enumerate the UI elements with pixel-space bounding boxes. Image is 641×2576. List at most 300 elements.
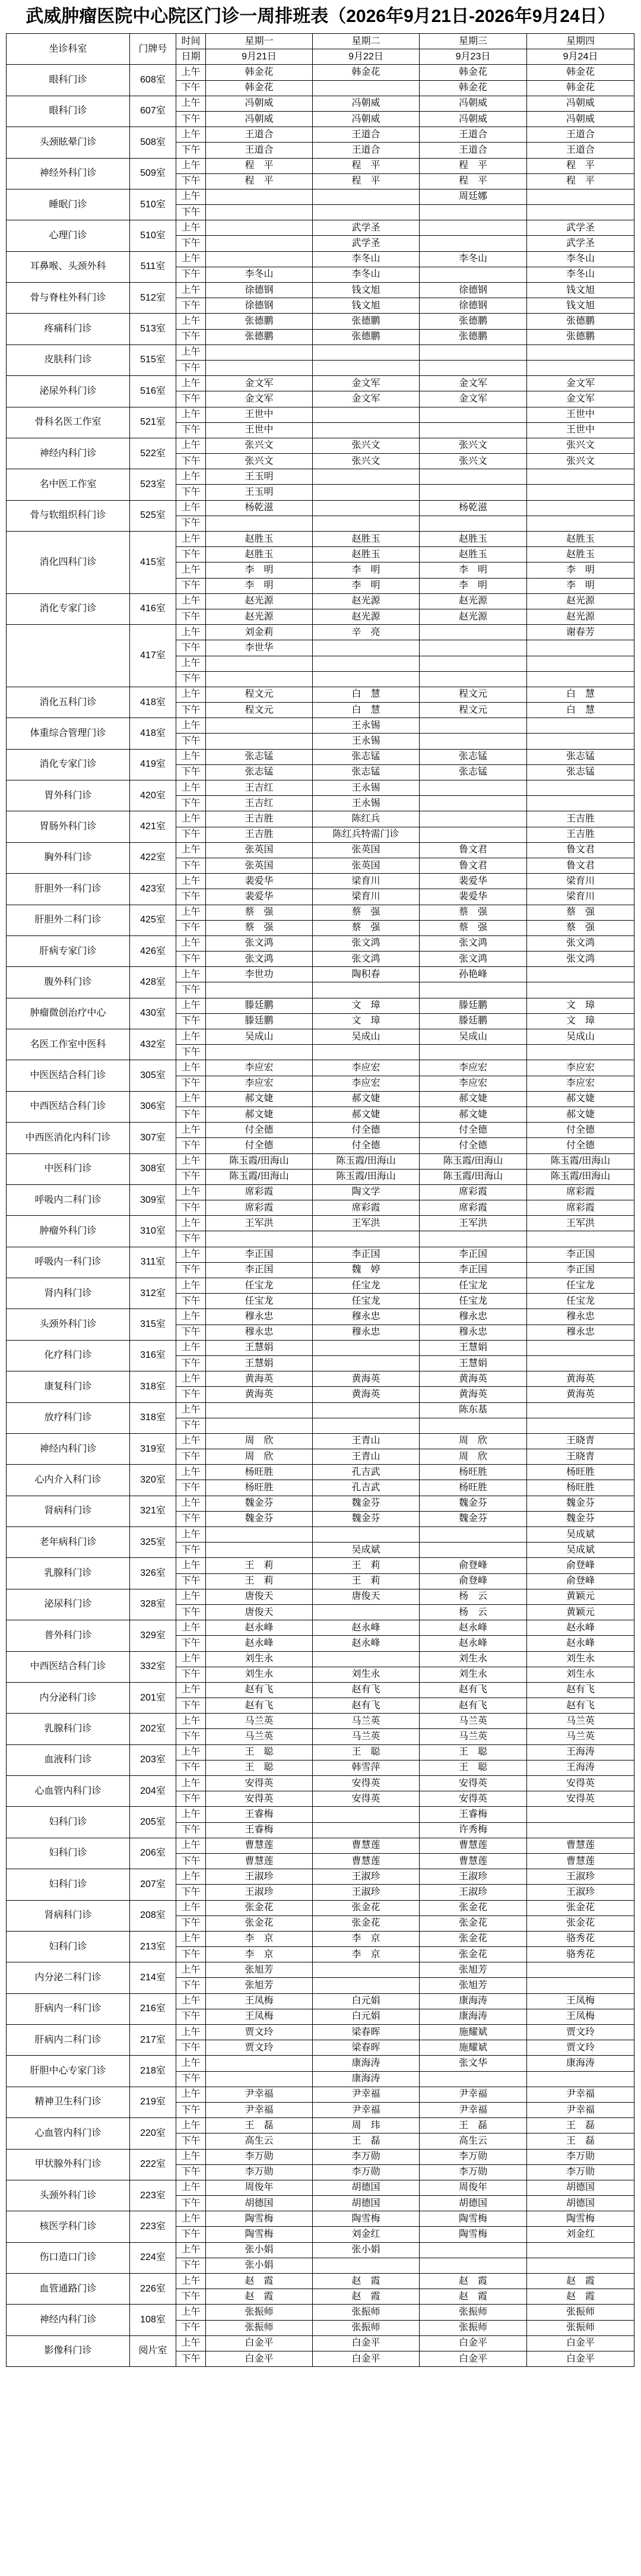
doctor-cell: 白金平 — [527, 2335, 634, 2351]
dept-name: 呼吸内一科门诊 — [7, 1247, 130, 1278]
doctor-cell: 曹慧莲 — [527, 1838, 634, 1853]
doctor-cell — [206, 656, 313, 671]
doctor-cell — [313, 422, 420, 438]
doctor-cell: 张德鹏 — [206, 314, 313, 329]
doctor-cell: 王淑珍 — [206, 1885, 313, 1900]
doctor-cell: 王世中 — [206, 407, 313, 422]
doctor-cell — [206, 516, 313, 531]
doctor-cell: 王 磊 — [313, 2134, 420, 2149]
doctor-cell: 康海涛 — [313, 2056, 420, 2071]
doctor-cell: 曹慧莲 — [313, 1838, 420, 1853]
doctor-cell — [313, 1651, 420, 1667]
dept-name: 中医科门诊 — [7, 1153, 130, 1184]
doctor-cell: 李正国 — [313, 1247, 420, 1262]
session-label: 下午 — [176, 2102, 206, 2117]
session-label: 上午 — [176, 1278, 206, 1294]
doctor-cell: 张旭芳 — [206, 1978, 313, 1993]
doctor-cell — [420, 236, 527, 251]
doctor-cell: 李 明 — [420, 562, 527, 578]
doctor-cell: 赵 霞 — [206, 2274, 313, 2289]
doctor-cell: 李世功 — [206, 967, 313, 982]
doctor-cell: 康海涛 — [420, 1993, 527, 2009]
session-label: 下午 — [176, 1698, 206, 1714]
session-label: 下午 — [176, 920, 206, 935]
doctor-cell: 陈玉霞/田海山 — [206, 1153, 313, 1169]
session-label: 下午 — [176, 1076, 206, 1091]
doctor-cell: 马兰英 — [313, 1714, 420, 1729]
session-label: 上午 — [176, 1496, 206, 1511]
dept-name: 血液科门诊 — [7, 1744, 130, 1775]
doctor-cell — [206, 344, 313, 360]
room-number: 207室 — [130, 1869, 176, 1900]
doctor-cell: 付全德 — [206, 1138, 313, 1153]
doctor-cell: 赵胜玉 — [206, 547, 313, 562]
doctor-cell: 张文鸿 — [313, 952, 420, 967]
session-label: 上午 — [176, 1558, 206, 1573]
doctor-cell: 王晓青 — [527, 1449, 634, 1465]
session-label: 下午 — [176, 671, 206, 687]
doctor-cell: 李应宏 — [527, 1076, 634, 1091]
doctor-cell: 魏 婷 — [313, 1262, 420, 1278]
doctor-cell: 张兴文 — [206, 454, 313, 469]
session-label: 上午 — [176, 1838, 206, 1853]
doctor-cell: 李正国 — [420, 1247, 527, 1262]
doctor-cell: 施耀斌 — [420, 2025, 527, 2040]
doctor-cell — [313, 1231, 420, 1247]
session-label: 上午 — [176, 532, 206, 547]
doctor-cell — [420, 1231, 527, 1247]
page-title: 武威肿瘤医院中心院区门诊一周排班表（2026年9月21日-2026年9月24日） — [26, 7, 615, 26]
table-row — [7, 1247, 634, 1262]
room-number: 220室 — [130, 2118, 176, 2149]
room-number: 310室 — [130, 1216, 176, 1247]
dept-name: 妇科门诊 — [7, 1869, 130, 1900]
doctor-cell — [527, 485, 634, 500]
dept-name: 肿瘤微创治疗中心 — [7, 998, 130, 1029]
room-number: 430室 — [130, 998, 176, 1029]
doctor-cell: 张兴文 — [206, 438, 313, 453]
doctor-cell — [206, 1418, 313, 1433]
doctor-cell — [313, 344, 420, 360]
doctor-cell: 张旭芳 — [420, 1978, 527, 1993]
table-row — [7, 500, 634, 516]
table-row — [7, 1651, 634, 1667]
doctor-cell: 李世华 — [206, 640, 313, 656]
doctor-cell: 胡德国 — [313, 2196, 420, 2211]
doctor-cell: 程 平 — [313, 173, 420, 189]
doctor-cell: 辛 亮 — [313, 625, 420, 640]
doctor-cell: 陈玉霞/田海山 — [206, 1169, 313, 1184]
session-label: 上午 — [176, 127, 206, 143]
table-row — [7, 935, 634, 951]
session-label: 下午 — [176, 1045, 206, 1060]
doctor-cell: 李 京 — [313, 1947, 420, 1962]
session-label: 上午 — [176, 407, 206, 422]
doctor-cell: 张小娟 — [206, 2258, 313, 2273]
doctor-cell: 赵光源 — [527, 609, 634, 624]
doctor-cell: 陶雪梅 — [313, 2211, 420, 2227]
session-label: 下午 — [176, 1543, 206, 1558]
table-row — [7, 1869, 634, 1885]
doctor-cell — [313, 1045, 420, 1060]
doctor-cell: 张小娟 — [206, 2242, 313, 2258]
doctor-cell: 刘生永 — [527, 1651, 634, 1667]
doctor-cell: 赵有飞 — [313, 1682, 420, 1698]
session-label: 下午 — [176, 1885, 206, 1900]
session-label: 下午 — [176, 796, 206, 811]
doctor-cell: 张英国 — [206, 842, 313, 858]
doctor-cell — [313, 189, 420, 204]
table-row — [7, 1216, 634, 1231]
doctor-cell: 张英国 — [206, 858, 313, 873]
session-label: 下午 — [176, 703, 206, 718]
room-number: 305室 — [130, 1060, 176, 1091]
session-label: 下午 — [176, 858, 206, 873]
doctor-cell: 陶雪梅 — [420, 2227, 527, 2242]
doctor-cell: 黄海英 — [527, 1387, 634, 1402]
doctor-cell: 王军洪 — [420, 1216, 527, 1231]
session-label: 上午 — [176, 2056, 206, 2071]
doctor-cell: 张文鸿 — [206, 935, 313, 951]
doctor-cell — [313, 485, 420, 500]
room-number: 416室 — [130, 593, 176, 624]
doctor-cell — [420, 2242, 527, 2258]
doctor-cell: 赵光源 — [206, 593, 313, 609]
room-number: 208室 — [130, 1900, 176, 1931]
doctor-cell: 马兰英 — [206, 1714, 313, 1729]
doctor-cell: 付全德 — [206, 1123, 313, 1138]
doctor-cell: 骆秀花 — [527, 1947, 634, 1962]
session-label: 上午 — [176, 2274, 206, 2289]
doctor-cell: 安得英 — [420, 1776, 527, 1791]
doctor-cell: 魏金芬 — [527, 1511, 634, 1526]
table-row — [7, 1931, 634, 1946]
table-row — [7, 1682, 634, 1698]
doctor-cell: 冯朝威 — [206, 96, 313, 111]
doctor-cell: 穆永忠 — [313, 1309, 420, 1325]
table-row — [7, 2211, 634, 2227]
doctor-cell: 贾文玲 — [206, 2025, 313, 2040]
dept-name: 伤口造口门诊 — [7, 2242, 130, 2273]
session-label: 下午 — [176, 1636, 206, 1651]
table-row — [7, 469, 634, 485]
session-label: 下午 — [176, 1480, 206, 1496]
doctor-cell: 张英国 — [313, 858, 420, 873]
doctor-cell: 贾文玲 — [206, 2040, 313, 2056]
dept-name: 肿瘤外科门诊 — [7, 1216, 130, 1247]
table-row — [7, 593, 634, 609]
session-label: 下午 — [176, 1107, 206, 1122]
session-label: 下午 — [176, 1791, 206, 1807]
doctor-cell: 张德鹏 — [527, 314, 634, 329]
session-label: 上午 — [176, 438, 206, 453]
dept-name: 胃外科门诊 — [7, 780, 130, 811]
room-number: 328室 — [130, 1589, 176, 1620]
session-label: 上午 — [176, 1340, 206, 1355]
doctor-cell: 张德鹏 — [420, 314, 527, 329]
doctor-cell: 张文鸿 — [527, 935, 634, 951]
doctor-cell: 赵有飞 — [206, 1682, 313, 1698]
room-number: 516室 — [130, 376, 176, 407]
dept-name: 骨与软组织科门诊 — [7, 500, 130, 531]
doctor-cell: 梁春晖 — [313, 2025, 420, 2040]
doctor-cell: 周 欣 — [420, 1433, 527, 1449]
doctor-cell — [527, 734, 634, 749]
doctor-cell: 魏金芬 — [313, 1511, 420, 1526]
session-label: 上午 — [176, 1247, 206, 1262]
doctor-cell: 俞登峰 — [420, 1558, 527, 1573]
doctor-cell: 白 慧 — [313, 687, 420, 702]
dept-name: 胸外科门诊 — [7, 842, 130, 873]
room-number: 332室 — [130, 1651, 176, 1682]
doctor-cell: 尹幸福 — [420, 2087, 527, 2102]
session-label: 上午 — [176, 687, 206, 702]
doctor-cell — [527, 718, 634, 734]
table-row — [7, 283, 634, 298]
doctor-cell — [313, 656, 420, 671]
doctor-cell: 王世中 — [527, 407, 634, 422]
doctor-cell: 王慧娟 — [420, 1340, 527, 1355]
doctor-cell — [313, 1822, 420, 1838]
doctor-cell: 马兰英 — [527, 1729, 634, 1744]
doctor-cell: 李 京 — [313, 1931, 420, 1946]
table-row — [7, 1371, 634, 1387]
session-label: 下午 — [176, 2227, 206, 2242]
room-number: 308室 — [130, 1153, 176, 1184]
session-label: 上午 — [176, 1309, 206, 1325]
doctor-cell: 尹幸福 — [206, 2087, 313, 2102]
schedule-table — [6, 33, 634, 2367]
doctor-cell: 穆永忠 — [206, 1309, 313, 1325]
table-row — [7, 1123, 634, 1138]
table-row — [7, 1776, 634, 1791]
doctor-cell: 王凤梅 — [206, 1993, 313, 2009]
doctor-cell — [527, 1807, 634, 1822]
session-label: 下午 — [176, 1449, 206, 1465]
session-label: 上午 — [176, 1682, 206, 1698]
doctor-cell: 王睿梅 — [206, 1807, 313, 1822]
table-row — [7, 1900, 634, 1916]
session-label: 上午 — [176, 314, 206, 329]
room-number: 513室 — [130, 314, 176, 344]
room-number: 423室 — [130, 874, 176, 905]
doctor-cell: 郝文婕 — [313, 1091, 420, 1107]
session-label: 上午 — [176, 967, 206, 982]
doctor-cell: 陶雪梅 — [527, 2211, 634, 2227]
doctor-cell: 张振师 — [527, 2305, 634, 2320]
doctor-cell: 文 璋 — [313, 1013, 420, 1029]
doctor-cell: 王 莉 — [313, 1573, 420, 1589]
dept-name: 核医学科门诊 — [7, 2211, 130, 2242]
doctor-cell: 文 璋 — [527, 998, 634, 1013]
doctor-cell: 刘金红 — [527, 2227, 634, 2242]
doctor-cell: 付全德 — [420, 1123, 527, 1138]
doctor-cell: 蔡 强 — [206, 905, 313, 920]
doctor-cell: 张振师 — [313, 2305, 420, 2320]
header-time: 时间 — [176, 34, 206, 49]
session-label: 下午 — [176, 2009, 206, 2024]
doctor-cell: 钱文旭 — [527, 283, 634, 298]
session-label: 上午 — [176, 1465, 206, 1480]
doctor-cell — [206, 1527, 313, 1543]
room-number: 509室 — [130, 158, 176, 189]
table-row — [7, 749, 634, 764]
session-label: 下午 — [176, 2289, 206, 2305]
doctor-cell: 赵 霞 — [527, 2274, 634, 2289]
table-row — [7, 2087, 634, 2102]
doctor-cell: 李正国 — [206, 1262, 313, 1278]
doctor-cell: 金文军 — [313, 391, 420, 407]
room-number: 508室 — [130, 127, 176, 158]
room-number: 218室 — [130, 2056, 176, 2087]
doctor-cell: 张德鹏 — [206, 329, 313, 344]
doctor-cell: 赵光源 — [313, 593, 420, 609]
doctor-cell: 康海涛 — [420, 2009, 527, 2024]
session-label: 上午 — [176, 718, 206, 734]
session-label: 下午 — [176, 111, 206, 127]
doctor-cell: 张德鹏 — [313, 329, 420, 344]
doctor-cell: 赵 霞 — [420, 2289, 527, 2305]
doctor-cell: 王慧娟 — [206, 1340, 313, 1355]
session-label: 上午 — [176, 1216, 206, 1231]
session-label: 下午 — [176, 298, 206, 314]
doctor-cell: 陈玉霞/田海山 — [527, 1153, 634, 1169]
session-label: 上午 — [176, 220, 206, 236]
doctor-cell: 吴成山 — [527, 1029, 634, 1045]
session-label: 下午 — [176, 143, 206, 158]
dept-name: 肝胆外二科门诊 — [7, 905, 130, 935]
table-row — [7, 2149, 634, 2164]
doctor-cell: 张小娟 — [313, 2242, 420, 2258]
doctor-cell: 张志锰 — [527, 764, 634, 780]
doctor-cell: 张兴文 — [527, 454, 634, 469]
doctor-cell: 张文鸿 — [420, 935, 527, 951]
dept-name: 神经内科门诊 — [7, 1433, 130, 1464]
room-number: 214室 — [130, 1962, 176, 1993]
dept-name: 骨与脊柱外科门诊 — [7, 283, 130, 314]
doctor-cell: 金文军 — [313, 376, 420, 391]
session-label: 下午 — [176, 205, 206, 220]
doctor-cell: 穆永忠 — [420, 1325, 527, 1340]
doctor-cell: 李 明 — [527, 578, 634, 593]
doctor-cell: 王军洪 — [527, 1216, 634, 1231]
doctor-cell: 黄海英 — [420, 1387, 527, 1402]
session-label: 上午 — [176, 998, 206, 1013]
table-row — [7, 1278, 634, 1294]
doctor-cell — [420, 205, 527, 220]
table-row — [7, 96, 634, 111]
doctor-cell: 梁育川 — [313, 874, 420, 889]
session-label: 下午 — [176, 1013, 206, 1029]
doctor-cell: 王永锡 — [313, 718, 420, 734]
table-row — [7, 532, 634, 547]
doctor-cell: 王世中 — [527, 422, 634, 438]
doctor-cell: 白 慧 — [313, 703, 420, 718]
doctor-cell: 任宝龙 — [527, 1278, 634, 1294]
doctor-cell: 高生云 — [420, 2134, 527, 2149]
session-label: 上午 — [176, 2149, 206, 2164]
doctor-cell: 胡德国 — [313, 2180, 420, 2195]
doctor-cell: 赵永峰 — [527, 1636, 634, 1651]
table-row — [7, 1091, 634, 1107]
doctor-cell: 王吉胜 — [527, 811, 634, 827]
session-label: 下午 — [176, 1978, 206, 1993]
doctor-cell — [420, 2258, 527, 2273]
session-label: 下午 — [176, 2351, 206, 2366]
doctor-cell: 胡德国 — [527, 2196, 634, 2211]
doctor-cell: 李冬山 — [527, 251, 634, 267]
doctor-cell — [527, 205, 634, 220]
doctor-cell: 赵光源 — [420, 609, 527, 624]
doctor-cell: 白 慧 — [527, 703, 634, 718]
doctor-cell: 杨 云 — [420, 1604, 527, 1620]
doctor-cell: 陈红兵 — [313, 811, 420, 827]
doctor-cell: 李冬山 — [206, 267, 313, 282]
doctor-cell: 韩雪萍 — [313, 1760, 420, 1775]
room-number: 223室 — [130, 2211, 176, 2242]
doctor-cell: 任宝龙 — [313, 1294, 420, 1309]
doctor-cell: 安得英 — [206, 1791, 313, 1807]
doctor-cell: 徐德钢 — [420, 298, 527, 314]
doctor-cell: 程 平 — [527, 158, 634, 173]
room-number: 325室 — [130, 1527, 176, 1558]
doctor-cell: 赵永峰 — [420, 1620, 527, 1636]
doctor-cell: 尹幸福 — [313, 2087, 420, 2102]
room-number: 307室 — [130, 1123, 176, 1153]
doctor-cell: 赵光源 — [420, 593, 527, 609]
doctor-cell: 文 璋 — [313, 998, 420, 1013]
dept-name: 骨科名医工作室 — [7, 407, 130, 438]
dept-name: 泌尿外科门诊 — [7, 376, 130, 407]
doctor-cell: 吴成斌 — [527, 1527, 634, 1543]
doctor-cell: 梁育川 — [527, 889, 634, 905]
doctor-cell: 李应宏 — [313, 1060, 420, 1076]
header-date: 9月23日 — [420, 49, 527, 65]
doctor-cell — [527, 516, 634, 531]
doctor-cell — [420, 796, 527, 811]
doctor-cell: 康海涛 — [527, 2056, 634, 2071]
doctor-cell: 李应宏 — [206, 1076, 313, 1091]
session-label: 上午 — [176, 1123, 206, 1138]
doctor-cell: 白金平 — [420, 2335, 527, 2351]
doctor-cell: 王永锡 — [313, 780, 420, 796]
room-number: 432室 — [130, 1029, 176, 1060]
dept-name: 肝病内一科门诊 — [7, 1993, 130, 2024]
doctor-cell — [206, 1231, 313, 1247]
doctor-cell: 席彩霞 — [313, 1200, 420, 1216]
doctor-cell: 胡德国 — [527, 2180, 634, 2195]
doctor-cell: 王青山 — [313, 1449, 420, 1465]
room-number: 203室 — [130, 1744, 176, 1775]
doctor-cell — [420, 485, 527, 500]
session-label: 下午 — [176, 2320, 206, 2335]
table-row — [7, 625, 634, 640]
doctor-cell: 吴成山 — [313, 1029, 420, 1045]
room-number: 319室 — [130, 1433, 176, 1464]
dept-name: 肝胆中心专家门诊 — [7, 2056, 130, 2087]
doctor-cell: 冯朝威 — [527, 96, 634, 111]
doctor-cell: 许秀梅 — [420, 1822, 527, 1838]
dept-name: 内分泌科门诊 — [7, 1682, 130, 1713]
doctor-cell — [313, 1402, 420, 1418]
doctor-cell — [313, 1340, 420, 1355]
session-label: 下午 — [176, 329, 206, 344]
doctor-cell: 张金花 — [420, 1947, 527, 1962]
doctor-cell: 程 平 — [527, 173, 634, 189]
session-label: 下午 — [176, 1947, 206, 1962]
session-label: 下午 — [176, 2164, 206, 2180]
room-number: 315室 — [130, 1309, 176, 1340]
